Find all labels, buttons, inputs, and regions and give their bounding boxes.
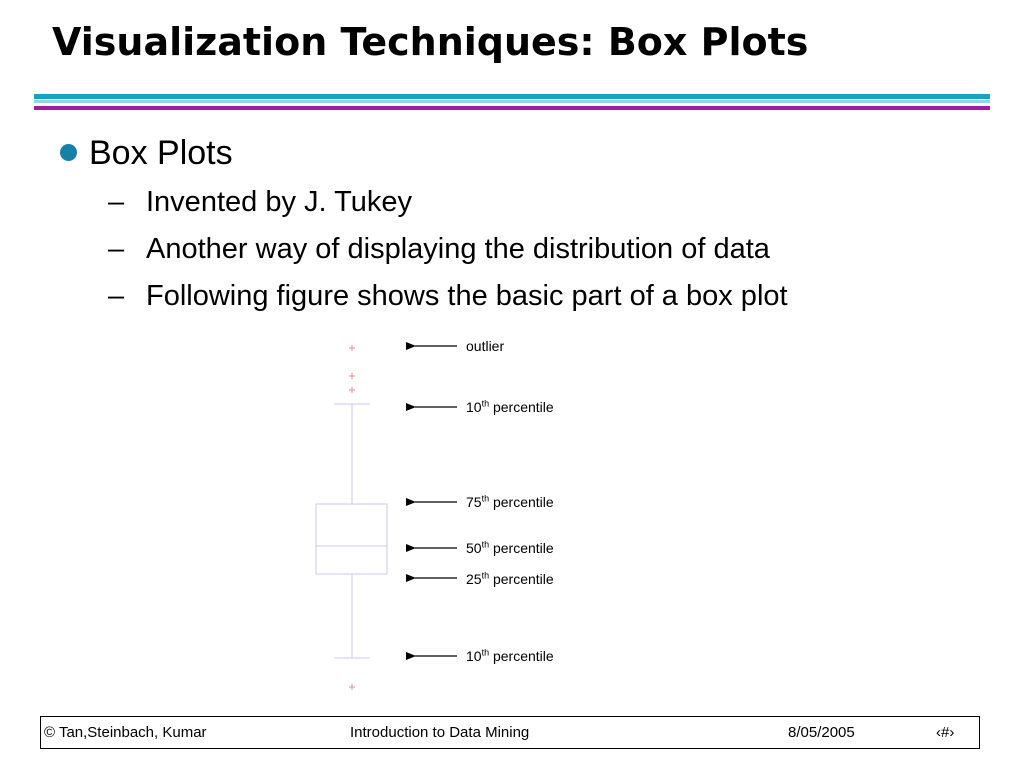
outlier-mark bbox=[349, 345, 355, 351]
sub-bullet-2 bbox=[108, 233, 770, 266]
sub-bullet-text: Following figure shows the basic part of a box plot bbox=[146, 280, 788, 312]
label-75th-percentile: 75th percentile bbox=[466, 493, 554, 510]
title-rule-cyan-light bbox=[34, 100, 990, 103]
footer-page-number: ‹#› bbox=[936, 724, 955, 741]
box bbox=[316, 504, 387, 574]
footer-authors: © Tan,Steinbach, Kumar bbox=[44, 724, 207, 741]
footer-date: 8/05/2005 bbox=[788, 724, 855, 741]
bullet-text: Box Plots bbox=[89, 134, 233, 172]
outlier-mark bbox=[349, 387, 355, 393]
box-plot-diagram bbox=[300, 330, 620, 700]
dash-icon: – bbox=[108, 280, 125, 312]
label-10th-percentile-bottom: 10th percentile bbox=[466, 647, 554, 664]
dash-icon: – bbox=[108, 186, 125, 218]
slide-footer bbox=[40, 716, 980, 749]
label-25th-percentile: 25th percentile bbox=[466, 570, 554, 587]
whiskers bbox=[334, 404, 370, 658]
title-rule-purple bbox=[34, 106, 990, 110]
label-50th-percentile: 50th percentile bbox=[466, 539, 554, 556]
box-plot-svg bbox=[300, 330, 620, 700]
title-rule-cyan bbox=[34, 94, 990, 99]
pointer-arrows bbox=[415, 346, 457, 656]
sub-bullet-1 bbox=[108, 186, 412, 219]
sub-bullet-text: Another way of displaying the distribution of data bbox=[146, 233, 770, 265]
sub-bullet-text: Invented by J. Tukey bbox=[146, 186, 412, 218]
sub-bullet-3 bbox=[108, 280, 788, 313]
dash-icon: – bbox=[108, 233, 125, 265]
bullet-box-plots bbox=[60, 134, 233, 173]
outlier-mark bbox=[349, 373, 355, 379]
label-10th-percentile-top: 10th percentile bbox=[466, 398, 554, 415]
bullet-dot-icon bbox=[60, 144, 77, 161]
slide-title: Visualization Techniques: Box Plots bbox=[52, 20, 809, 64]
outlier-mark bbox=[349, 684, 355, 690]
label-outlier: outlier bbox=[466, 338, 505, 354]
footer-book-title: Introduction to Data Mining bbox=[350, 724, 530, 741]
